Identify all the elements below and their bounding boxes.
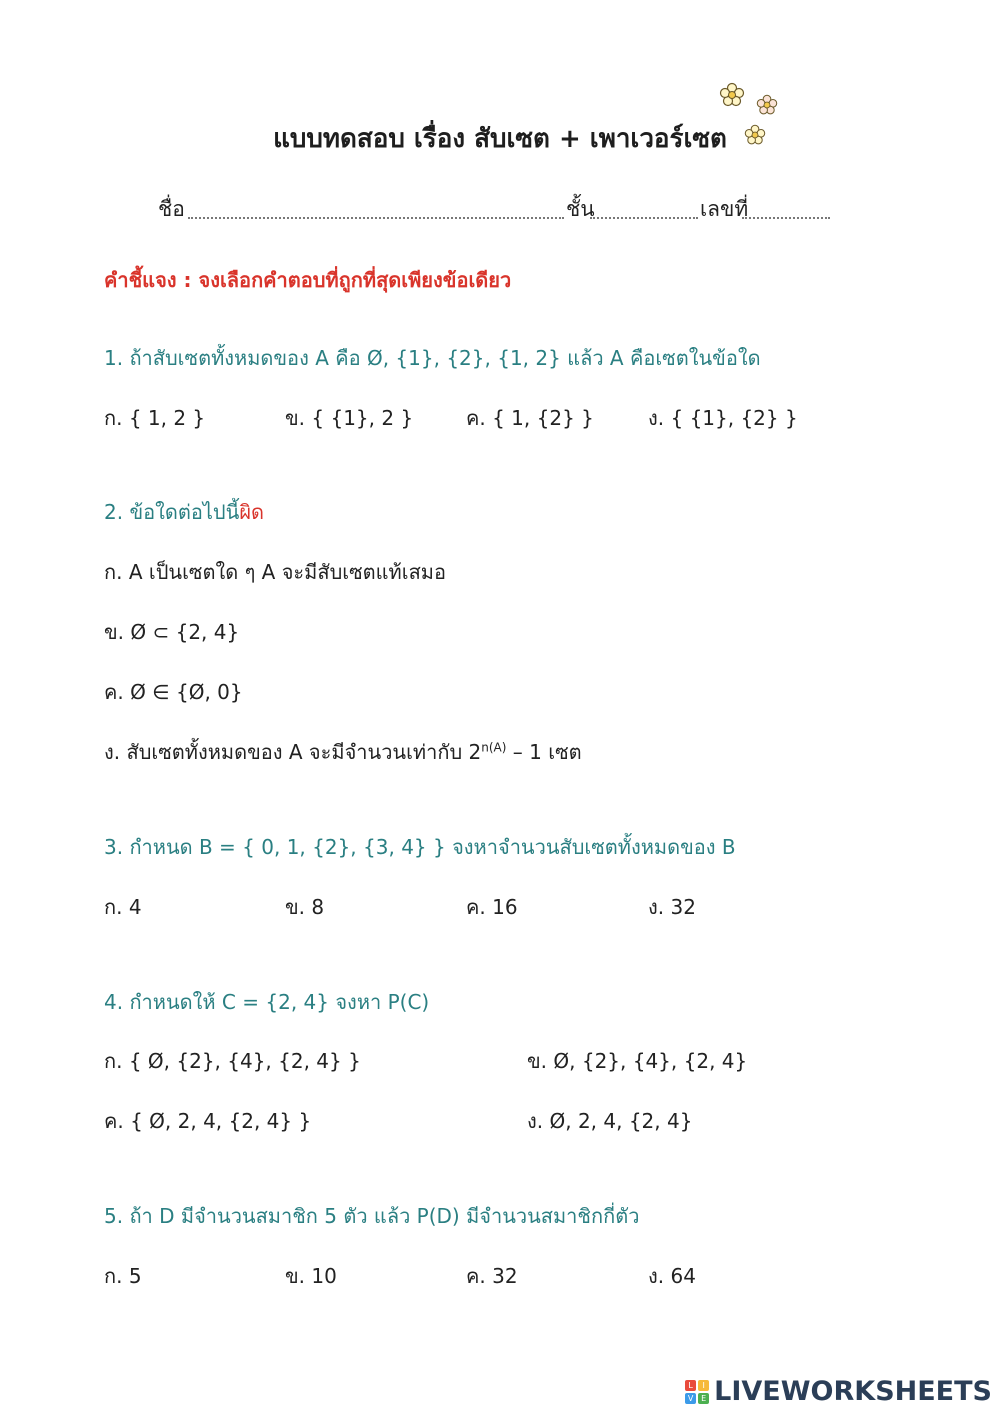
logo-block: E: [698, 1393, 709, 1404]
q2-option-d[interactable]: [104, 736, 582, 768]
number-label: เลขที่: [700, 197, 749, 221]
logo-block: L: [685, 1380, 696, 1391]
flower-icon: [719, 82, 745, 108]
q4-option-a[interactable]: ก. { Ø, {2}, {4}, {2, 4} }: [104, 1049, 361, 1073]
instruction: คำชี้แจง : จงเลือกคำตอบที่ถูกที่สุดเพียงข้อเดียว: [104, 268, 512, 292]
q5-option-c[interactable]: ค. 32: [466, 1264, 518, 1288]
flower-icon: [756, 94, 778, 116]
page-title: แบบทดสอบ เรื่อง สับเซต + เพาเวอร์เซต: [273, 124, 727, 154]
q2-option-d-suffix: – 1 เซต: [506, 740, 582, 764]
q1-option-d[interactable]: ง. { {1}, {2} }: [648, 406, 798, 430]
q2-option-d-exponent: n(A): [481, 740, 507, 755]
logo-text: LIVEWORKSHEETS: [714, 1376, 992, 1407]
question-2-text: 2. ข้อใดต่อไปนี้: [104, 500, 240, 524]
q2-option-d-text: ง. สับเซตทั้งหมดของ A จะมีจำนวนเท่ากับ 2: [104, 740, 482, 764]
q3-option-b[interactable]: ข. 8: [285, 895, 325, 919]
q5-option-b[interactable]: ข. 10: [285, 1264, 337, 1288]
q2-option-c[interactable]: ค. Ø ∈ {Ø, 0}: [104, 680, 243, 704]
name-field[interactable]: [188, 217, 564, 219]
q5-option-a[interactable]: ก. 5: [104, 1264, 142, 1288]
question-3: 3. กำหนด B = { 0, 1, {2}, {3, 4} } จงหาจำนวนสับเซตทั้งหมดของ B: [104, 835, 736, 859]
q3-option-d[interactable]: ง. 32: [648, 895, 696, 919]
class-label: ชั้น: [566, 197, 595, 221]
q2-option-a[interactable]: ก. A เป็นเซตใด ๆ A จะมีสับเซตแท้เสมอ: [104, 560, 446, 584]
question-4: 4. กำหนดให้ C = {2, 4} จงหา P(C): [104, 990, 430, 1014]
q1-option-b[interactable]: ข. { {1}, 2 }: [285, 406, 414, 430]
q3-option-a[interactable]: ก. 4: [104, 895, 142, 919]
q1-option-a[interactable]: ก. { 1, 2 }: [104, 406, 206, 430]
logo-block: V: [685, 1393, 696, 1404]
q5-option-d[interactable]: ง. 64: [648, 1264, 696, 1288]
q4-option-b[interactable]: ข. Ø, {2}, {4}, {2, 4}: [527, 1049, 748, 1073]
q4-option-c[interactable]: ค. { Ø, 2, 4, {2, 4} }: [104, 1109, 312, 1133]
liveworksheets-logo: [685, 1376, 992, 1407]
q2-option-b[interactable]: ข. Ø ⊂ {2, 4}: [104, 620, 240, 644]
name-label: ชื่อ: [158, 197, 185, 221]
logo-blocks-icon: [685, 1380, 709, 1404]
logo-block: I: [698, 1380, 709, 1391]
question-2: [104, 496, 264, 528]
question-5: 5. ถ้า D มีจำนวนสมาชิก 5 ตัว แล้ว P(D) มีจำนวนสมาชิกกี่ตัว: [104, 1204, 640, 1228]
q1-option-c[interactable]: ค. { 1, {2} }: [466, 406, 594, 430]
question-1: 1. ถ้าสับเซตทั้งหมดของ A คือ Ø, {1}, {2}, {1, 2} แล้ว A คือเซตในข้อใด: [104, 346, 761, 370]
question-2-emphasis: ผิด: [239, 500, 265, 524]
number-field[interactable]: [742, 217, 830, 219]
class-field[interactable]: [590, 217, 698, 219]
q3-option-c[interactable]: ค. 16: [466, 895, 518, 919]
q4-option-d[interactable]: ง. Ø, 2, 4, {2, 4}: [527, 1109, 693, 1133]
